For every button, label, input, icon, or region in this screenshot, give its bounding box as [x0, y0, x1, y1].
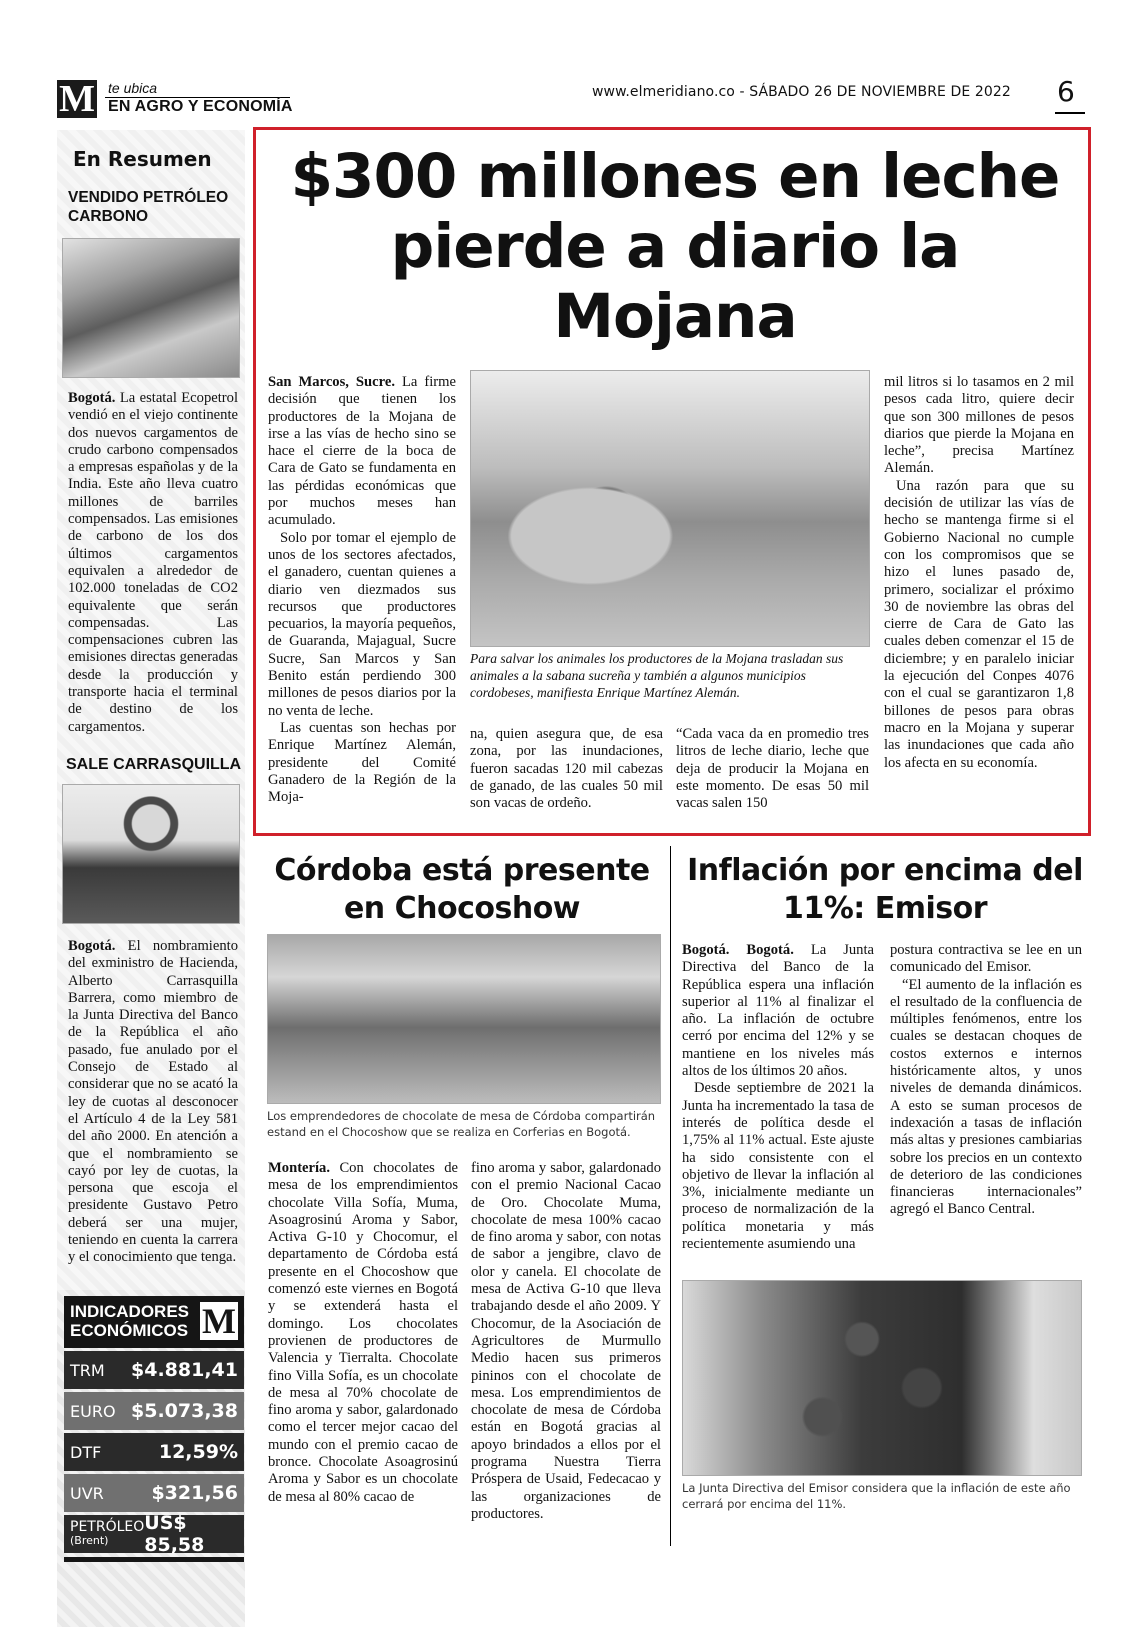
indicator-sublabel: (Brent): [70, 1534, 109, 1547]
main-col1: [268, 374, 456, 806]
summary-title: En Resumen: [73, 147, 212, 171]
main-col2: na, quien asegura que, de esa zona, por las inundaciones, fueron sacadas 120 mil cabezas de ganado, de las cuales 50 mil son vacas de ordeño.: [470, 726, 663, 812]
carrasquilla-photo: [62, 784, 240, 924]
indicator-label: DTF: [70, 1442, 102, 1462]
indicators-logo: M: [200, 1302, 238, 1340]
vegetables-market-photo: [682, 1280, 1082, 1476]
indicators-title-2: ECONÓMICOS: [70, 1321, 189, 1340]
page-number-underline: [1055, 112, 1085, 114]
economic-indicators: [64, 1296, 244, 1562]
oil-worker-photo: [62, 238, 240, 378]
main-col4-para2: Una razón para que su decisión de utilizar las vías de hecho se mantenga firme si el Gobierno Nacional no cumple con los compromisos que se hizo el lunes pasado de, primero, socializar el próximo 30 de noviembre las obras del cierre de Cara de Gato las cuales deben comenzar el 15 de diciembre; y en paralelo iniciar la ejecución del Conpes 4076 con el cual se garantizaron 1,8 billones de pesos para obras macro en la Mojana y superar las inundaciones que cada año los afecta en su economía.: [884, 477, 1074, 771]
inflacion-col1-text: La Junta Directiva del Banco de la República espera una inflación superior al 11% al finalizar el año. La inflación de octubre cerró por encima del 12% y se mantiene en los niveles más altos de los últimos 20 años.: [682, 942, 874, 1080]
indicators-title-1: INDICADORES: [70, 1302, 190, 1321]
section-tagline: te ubica: [108, 80, 158, 96]
header-date-url: www.elmeridiano.co - SÁBADO 26 DE NOVIEMBRE DE 2022: [592, 84, 1011, 100]
summary-item1-text: La estatal Ecopetrol vendió en el viejo continente dos nuevos cargamentos de crudo carbono compensados a empresas españolas y de la India. Este año lleva cuatro millones de barriles compensados. Las emisiones de carbono de los dos últimos cargamentos equivalen a alrededor de 102.000 toneladas de CO2 equivalente que serán compensadas. Las compensaciones cubren las emisiones directas generadas desde la producción y transporte hacia el terminal de destino de los cargamentos.: [68, 390, 238, 735]
indicator-value: $321,56: [151, 1482, 238, 1504]
section-title: EN AGRO Y ECONOMÍA: [108, 98, 293, 115]
summary-item2-lead: Bogotá.: [68, 938, 116, 954]
indicator-row-euro: [64, 1392, 244, 1430]
main-photo-caption: Para salvar los animales los productores de la Mojana trasladan sus animales a la sabana sucreña y también a algunos municipios cordobeses, manifiesta Enrique Martínez Alemán.: [470, 651, 844, 700]
summary-item1-body: [68, 390, 238, 736]
main-col1-text: La firme decisión que tienen los productores de la Mojana de irse a las vías de hecho sino se hace el cierre de la boca de Cara de Gato se fundamenta en las pérdidas económicas que por muchos meses han acumulado.: [268, 374, 456, 529]
indicators-header: [64, 1296, 244, 1348]
indicator-value: $5.073,38: [131, 1400, 238, 1422]
inflacion-lead: Bogotá. Bogotá.: [682, 942, 794, 958]
main-col3: “Cada vaca da en promedio tres litros de leche diario, leche que deja de producir la Mojana en este momento. De esas 50 mil vacas salen 150: [676, 726, 869, 812]
cordoba-lead: Montería.: [268, 1160, 331, 1176]
summary-item2-text: El nombramiento del exministro de Hacienda, Alberto Carrasquilla Barrera, como miembro de la Junta Directiva del Banco de la República el año pasado, fue anulado por el Consejo de Estado al considerar que no se acató la ley de cuotas al desconocer el Artículo 4 de la Ley 581 del año 2000. En atención a que el nombramiento se cayó por ley de cuotas, la persona que escoja el presidente Gustavo Petro deberá ser una mujer, teniendo en cuenta la carrera y el conocimiento que tenga.: [68, 938, 238, 1266]
indicator-row-uvr: [64, 1474, 244, 1512]
inflacion-col1-para2: Desde septiembre de 2021 la Junta ha incrementado la tasa de interés de política desde el 1,75% al 11% actual. Este ajuste ha sido consistente con el objetivo de llevar la inflación al 3%, inicialmente mediante un proceso de normalización de la política monetaria y más recientemente asumiendo una: [682, 1080, 874, 1253]
summary-item1-lead: Bogotá.: [68, 390, 116, 406]
inflacion-col2-para1: postura contractiva se lee en un comunicado del Emisor.: [890, 942, 1082, 976]
summary-item2-title: SALE CARRASQUILLA: [66, 756, 242, 773]
cordoba-photo-caption: Los emprendedores de chocolate de mesa de Córdoba compartirán estand en el Chocoshow que se realiza en Corferias en Bogotá.: [267, 1109, 656, 1139]
cordoba-col1: [268, 1160, 458, 1506]
indicator-label: TRM: [70, 1360, 105, 1380]
indicator-row-petroleo: [64, 1512, 244, 1556]
column-separator: [670, 846, 671, 1546]
main-col1-para2: Solo por tomar el ejemplo de unos de los sectores afectados, el ganadero, cuentan quienes a diario ven diezmados sus recursos que productores pecuarios, la mayoría pequeños, de Guaranda, Majagual, Sucre Sucre, San Marcos y San Benito están perdiendo 300 millones de pesos diarios por la no venta de leche.: [268, 529, 456, 719]
indicator-label: UVR: [70, 1483, 104, 1503]
farmer-cattle-photo: [470, 370, 870, 647]
indicator-value: $4.881,41: [131, 1359, 238, 1381]
indicators-footer-bar: [64, 1557, 244, 1562]
newspaper-logo: M: [57, 80, 97, 118]
chocoshow-group-photo: [267, 934, 661, 1104]
indicator-row-dtf: [64, 1433, 244, 1471]
summary-item2-body: [68, 938, 238, 1267]
inflacion-col2-para2: “El aumento de la inflación es el resultado de la confluencia de múltiples fenómenos, entre los cuales se destacan choques de costos externos e internos históricamente altos, y unos niveles de demanda dinámicos. A esto se suman procesos de indexación a tasas de inflación más altas y presiones cambiarias sobre los precios en un contexto de deterioro de las condiciones financieras internacionales” agregó el Banco Central.: [890, 976, 1082, 1218]
cordoba-headline: Córdoba está presente en Chocoshow: [274, 853, 650, 926]
main-col1-para3: Las cuentas son hechas por Enrique Martínez Alemán, presidente del Comité Ganadero de la Región de la Moja-: [268, 719, 456, 806]
cordoba-col1-text: Con chocolates de mesa de los emprendimientos chocolate Villa Sofía, Muma, Asoagrosinú Aroma y Sabor, Activa G-10 y Chocomur, el departamento de Córdoba está presente en el Chocoshow que comenzó este viernes en Bogotá y se extenderá hasta el domingo. Los chocolates provienen de productores de Valencia y Tierralta. Chocolate fino Villa Sofía, es un chocolate de mesa al 70% chocolate de fino aroma y sabor, galardonado como el tercer mejor cacao del mundo con el premio cacao de bronce. Chocolate Asoagrosinú Aroma y Sabor es un chocolate de mesa al 80% cacao de: [268, 1160, 458, 1505]
page-number: 6: [1057, 75, 1075, 108]
indicator-label: EURO: [70, 1401, 116, 1421]
inflacion-col2: [890, 942, 1082, 1219]
main-headline: $300 millones en leche pierde a diario la Mojana: [290, 141, 1060, 352]
indicator-label: PETRÓLEO: [70, 1519, 145, 1535]
summary-item1-title: VENDIDO PETRÓLEO CARBONO: [68, 189, 229, 225]
indicator-value: US$ 85,58: [144, 1512, 205, 1556]
indicator-value: 12,59%: [158, 1441, 238, 1463]
main-col4-para1: mil litros si lo tasamos en 2 mil pesos cada litro, quiere decir que son 300 millones de pesos diarios que pierde la Mojana en leche”, precisa Martínez Alemán.: [884, 374, 1074, 477]
inflacion-col1: [682, 942, 874, 1253]
inflacion-photo-caption: La Junta Directiva del Emisor considera que la inflación de este año cerrará por encima del 11%.: [682, 1481, 1071, 1511]
inflacion-headline: Inflación por encima del 11%: Emisor: [687, 853, 1083, 926]
indicator-row-trm: [64, 1351, 244, 1389]
indicator-label-group: [70, 1521, 144, 1547]
main-col4: [884, 374, 1074, 772]
cordoba-col2: fino aroma y sabor, galardonado con el premio Nacional Cacao de Oro. Chocolate Muma, chocolate de mesa 100% cacao de fino aroma y sabor, con notas de sabor a jengibre, clavo de olor y canela. El chocolate de mesa de Activa G-10 que lleva trabajando desde el año 2009. Y Chocomur, de la Asociación de Agricultores de Murmullo Medio hacen sus primeros pininos con el chocolate de mesa. Los emprendimientos de chocolate de mesa de Córdoba están en Bogotá gracias al apoyo brindados a ellos por el programa Nuestra Tierra Próspera de Usaid, Fedecacao y las organizaciones de productores.: [471, 1160, 661, 1522]
main-lead: San Marcos, Sucre.: [268, 374, 395, 390]
